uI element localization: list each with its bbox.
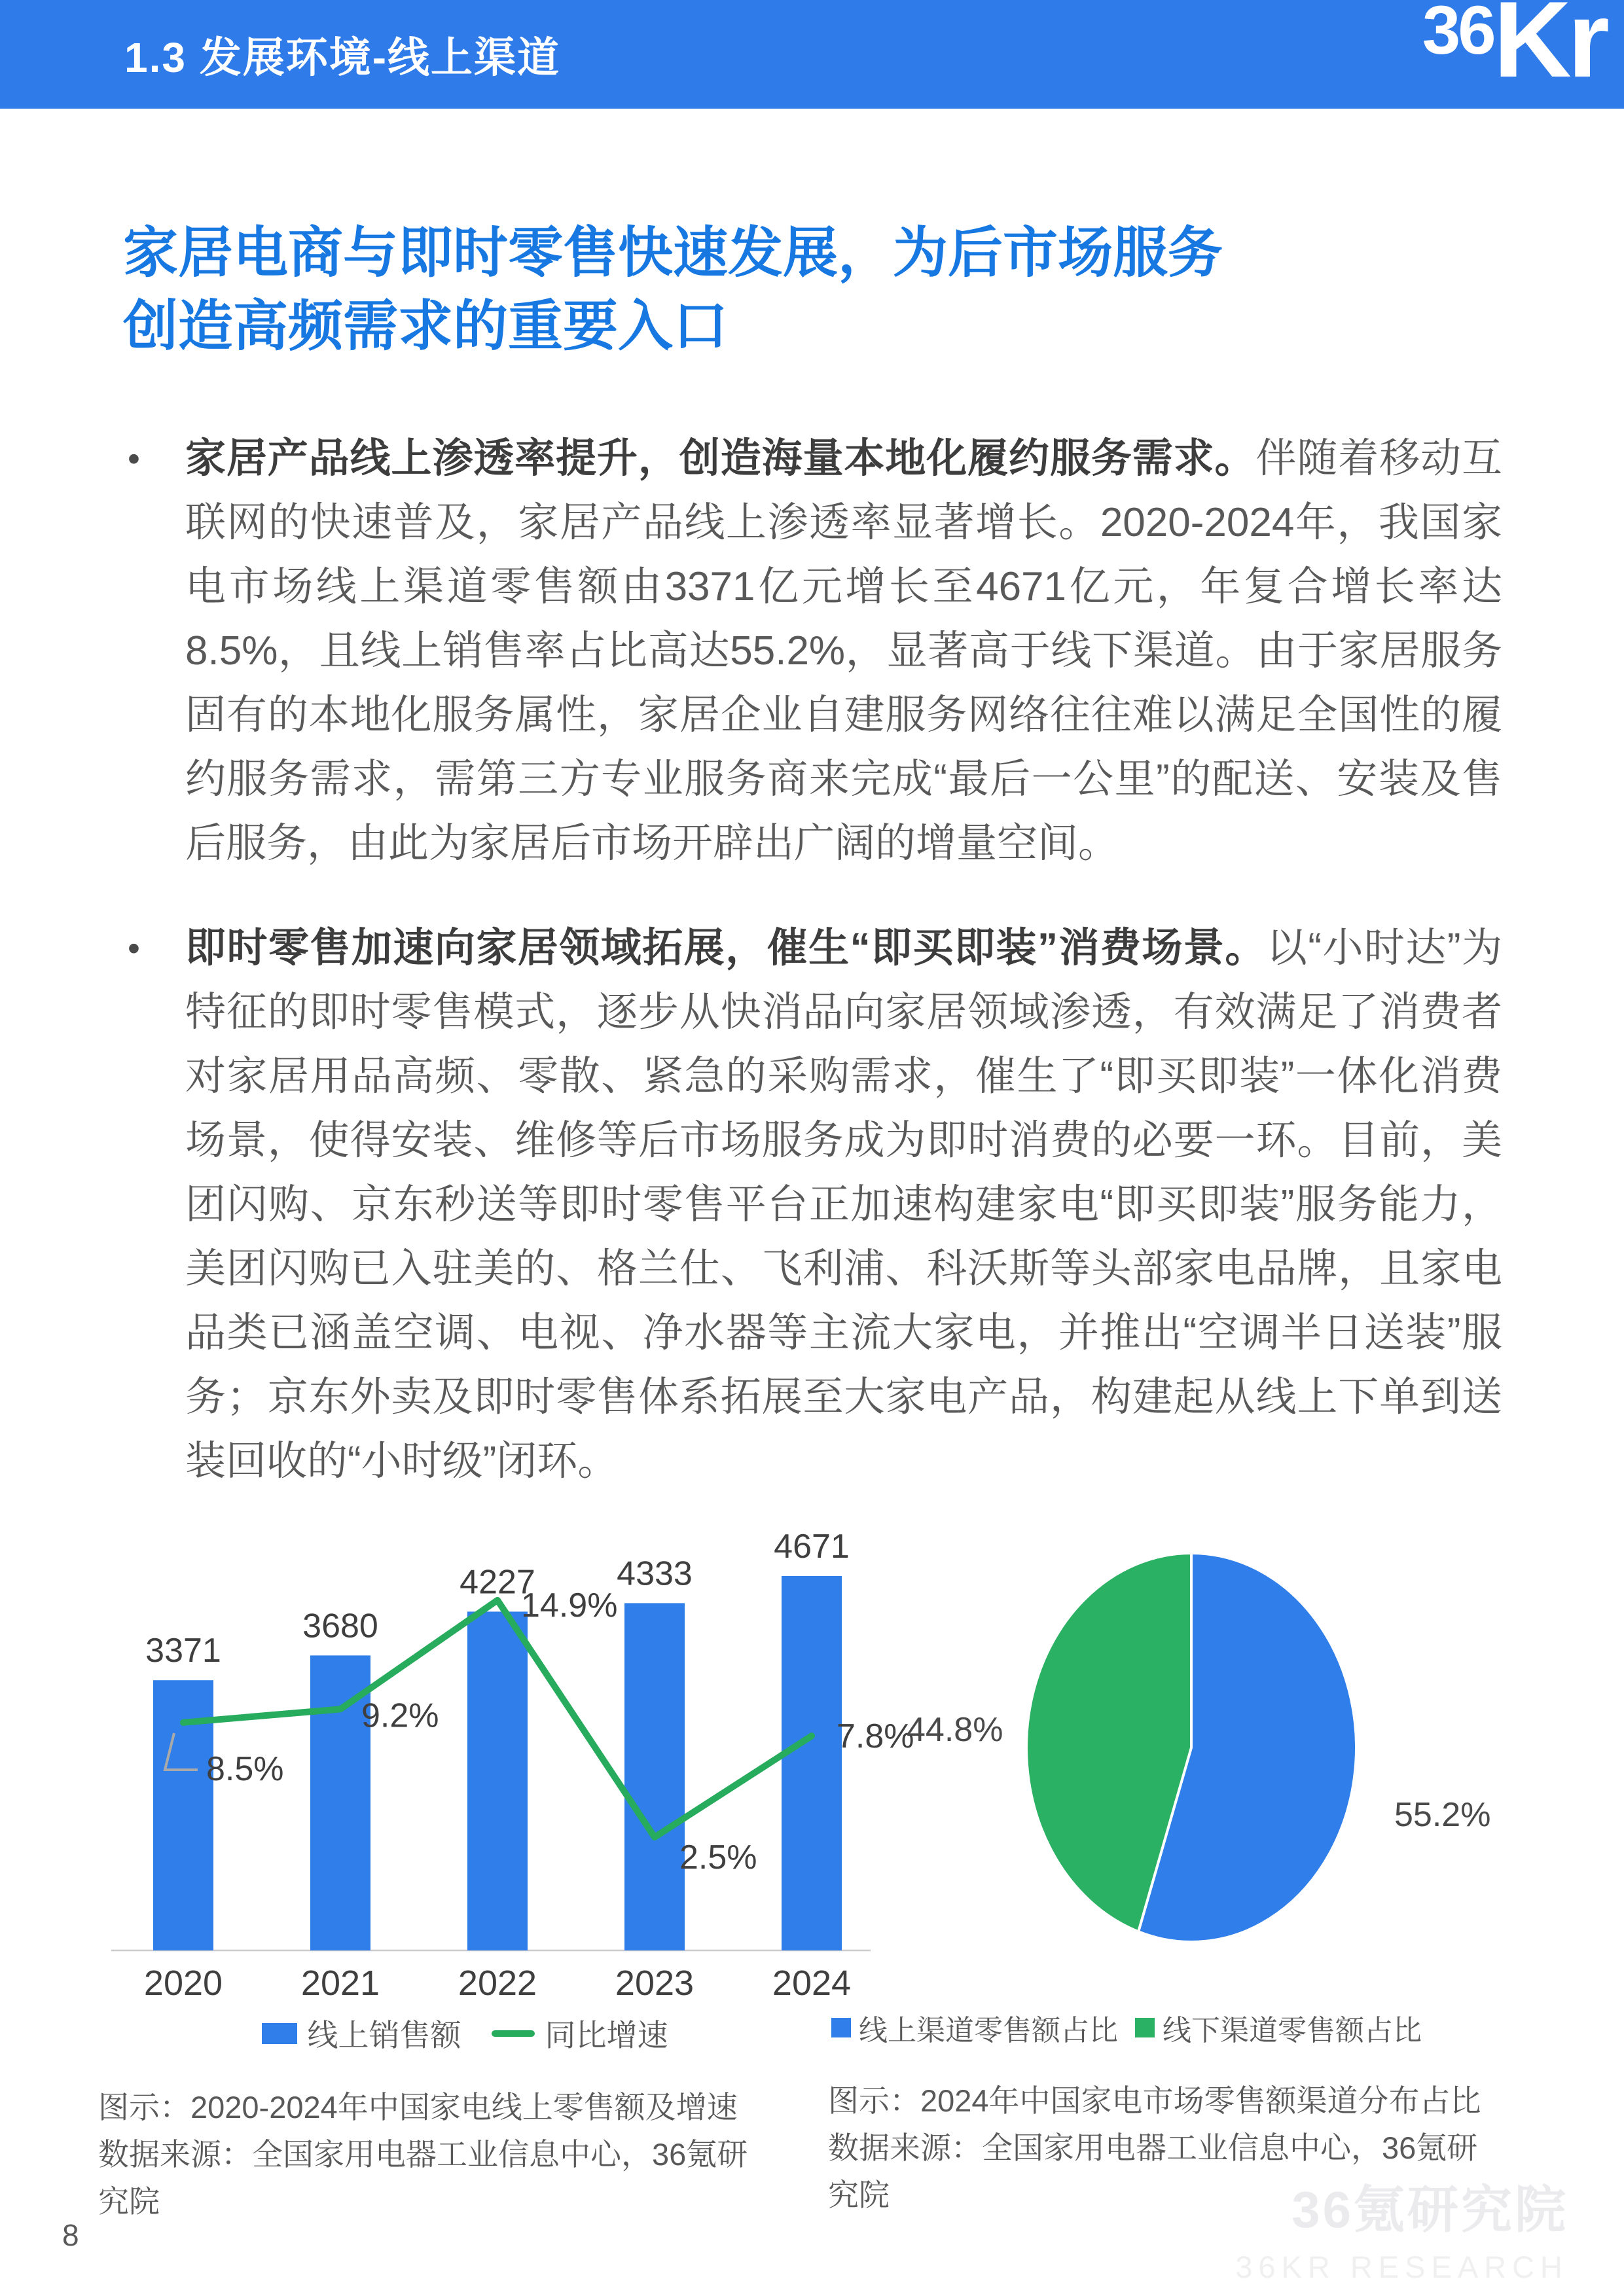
bar-chart-caption-source: 数据来源：全国家用电器工业信息中心，36氪研究院 <box>98 2137 748 2219</box>
pie-legend-item <box>831 2007 1118 2049</box>
svg-text:9.2%: 9.2% <box>361 1696 439 1735</box>
svg-text:2020: 2020 <box>143 1964 223 2003</box>
bar-series-swatch-icon <box>262 2023 297 2044</box>
svg-text:2021: 2021 <box>300 1964 380 2003</box>
line-series-swatch-icon <box>492 2030 535 2037</box>
pie-legend-item <box>1135 2007 1422 2049</box>
bar-chart-caption-title: 图示：2020-2024年中国家电线上零售额及增速 <box>98 2090 738 2125</box>
bullet-paragraph <box>185 427 1502 876</box>
svg-text:4333: 4333 <box>617 1554 693 1593</box>
svg-text:8.5%: 8.5% <box>206 1749 284 1788</box>
svg-text:4671: 4671 <box>774 1528 850 1566</box>
line-series-label: 同比增速 <box>545 2018 668 2053</box>
svg-text:14.9%: 14.9% <box>521 1586 618 1624</box>
svg-text:3680: 3680 <box>302 1607 378 1645</box>
watermark-cn: 36氪研究院 <box>1291 2181 1568 2238</box>
svg-text:2023: 2023 <box>615 1964 695 2003</box>
svg-text:2024: 2024 <box>772 1964 852 2003</box>
section-title: 1.3 发展环境-线上渠道 <box>124 34 561 81</box>
bullet-item <box>128 427 1502 876</box>
online-share-swatch-icon <box>831 2018 851 2037</box>
svg-text:7.8%: 7.8% <box>837 1717 914 1756</box>
body-text <box>128 427 1502 1534</box>
bullet-paragraph <box>185 916 1502 1494</box>
page-title <box>123 216 1465 363</box>
bullet-lead: 即时零售加速向家居领域拓展，催生“即买即装”消费场景。 <box>185 925 1267 971</box>
bar-line-chart-svg <box>52 1518 914 2006</box>
watermark-en: 36KR RESEARCH <box>1235 2250 1568 2284</box>
pie-chart-svg <box>877 1518 1597 1977</box>
svg-text:4227: 4227 <box>460 1563 535 1602</box>
svg-text:44.8%: 44.8% <box>907 1711 1003 1749</box>
header-bar <box>0 0 1624 109</box>
bar-chart-caption <box>52 2084 756 2225</box>
pie-chart-legend <box>831 2007 1597 2049</box>
offline-share-label: 线下渠道零售额占比 <box>1163 2015 1422 2047</box>
bar-line-chart-panel <box>52 1518 914 2225</box>
bar-chart-legend <box>52 2011 877 2055</box>
watermark <box>1235 2169 1568 2285</box>
bullet-lead: 家居产品线上渗透率提升，创造海量本地化履约服务需求。 <box>185 436 1256 481</box>
svg-text:2.5%: 2.5% <box>679 1839 757 1876</box>
offline-share-swatch-icon <box>1135 2018 1155 2037</box>
pie-chart-caption-title: 图示：2024年中国家电市场零售额渠道分布占比 <box>828 2083 1481 2118</box>
logo-kr-text: Kr <box>1493 0 1606 99</box>
page-number: 8 <box>62 2218 79 2252</box>
pie-chart-caption-source: 数据来源：全国家用电器工业信息中心，36氪研究院 <box>828 2130 1478 2212</box>
svg-text:3371: 3371 <box>145 1632 221 1670</box>
bullet-body: 以“小时达”为特征的即时零售模式，逐步从快消品向家居领域渗透，有效满足了消费者对家居用品高频、零散、紧急的采购需求，催生了“即买即装”一体化消费场景，使得安装、维修等后市场服务成为即时消费的必要一环。目前，美团闪购、京东秒送等即时零售平台正加速构建家电“即买即装”服务能力，美团闪购已入驻美的、格兰仕、飞利浦、科沃斯等头部家电品牌，且家电品类已涵盖空调、电视、净水器等主流大家电，并推出“空调半日送装”服务；京东外卖及即时零售体系拓展至大家电产品，构建起从线上下单到送装回收的“小时级”闭环。 <box>185 925 1502 1484</box>
bullet-item <box>128 916 1502 1494</box>
logo-36-text: 36 <box>1422 0 1494 69</box>
page-title-line1: 家居电商与即时零售快速发展，为后市场服务 <box>123 222 1223 283</box>
online-share-label: 线上渠道零售额占比 <box>859 2015 1118 2047</box>
bullet-marker: • <box>128 929 140 968</box>
page-title-line2: 创造高频需求的重要入口 <box>123 295 729 357</box>
svg-text:55.2%: 55.2% <box>1394 1796 1491 1834</box>
bar-series-label: 线上销售额 <box>307 2018 461 2053</box>
logo-36kr <box>1422 0 1606 99</box>
bullet-marker: • <box>128 439 140 478</box>
bullet-body: 伴随着移动互联网的快速普及，家居产品线上渗透率显著增长。2020-2024年，我国家电市场线上渠道零售额由3371亿元增长至4671亿元，年复合增长率达8.5%，且线上销售率占比高达55.2%，显著高于线下渠道。由于家居服务固有的本地化服务属性，家居企业自建服务网络往往难以满足全国性的履约服务需求，需第三方专业服务商来完成“最后一公里”的配送、安装及售后服务，由此为家居后市场开辟出广阔的增量空间。 <box>185 436 1502 866</box>
svg-text:2022: 2022 <box>458 1964 537 2003</box>
